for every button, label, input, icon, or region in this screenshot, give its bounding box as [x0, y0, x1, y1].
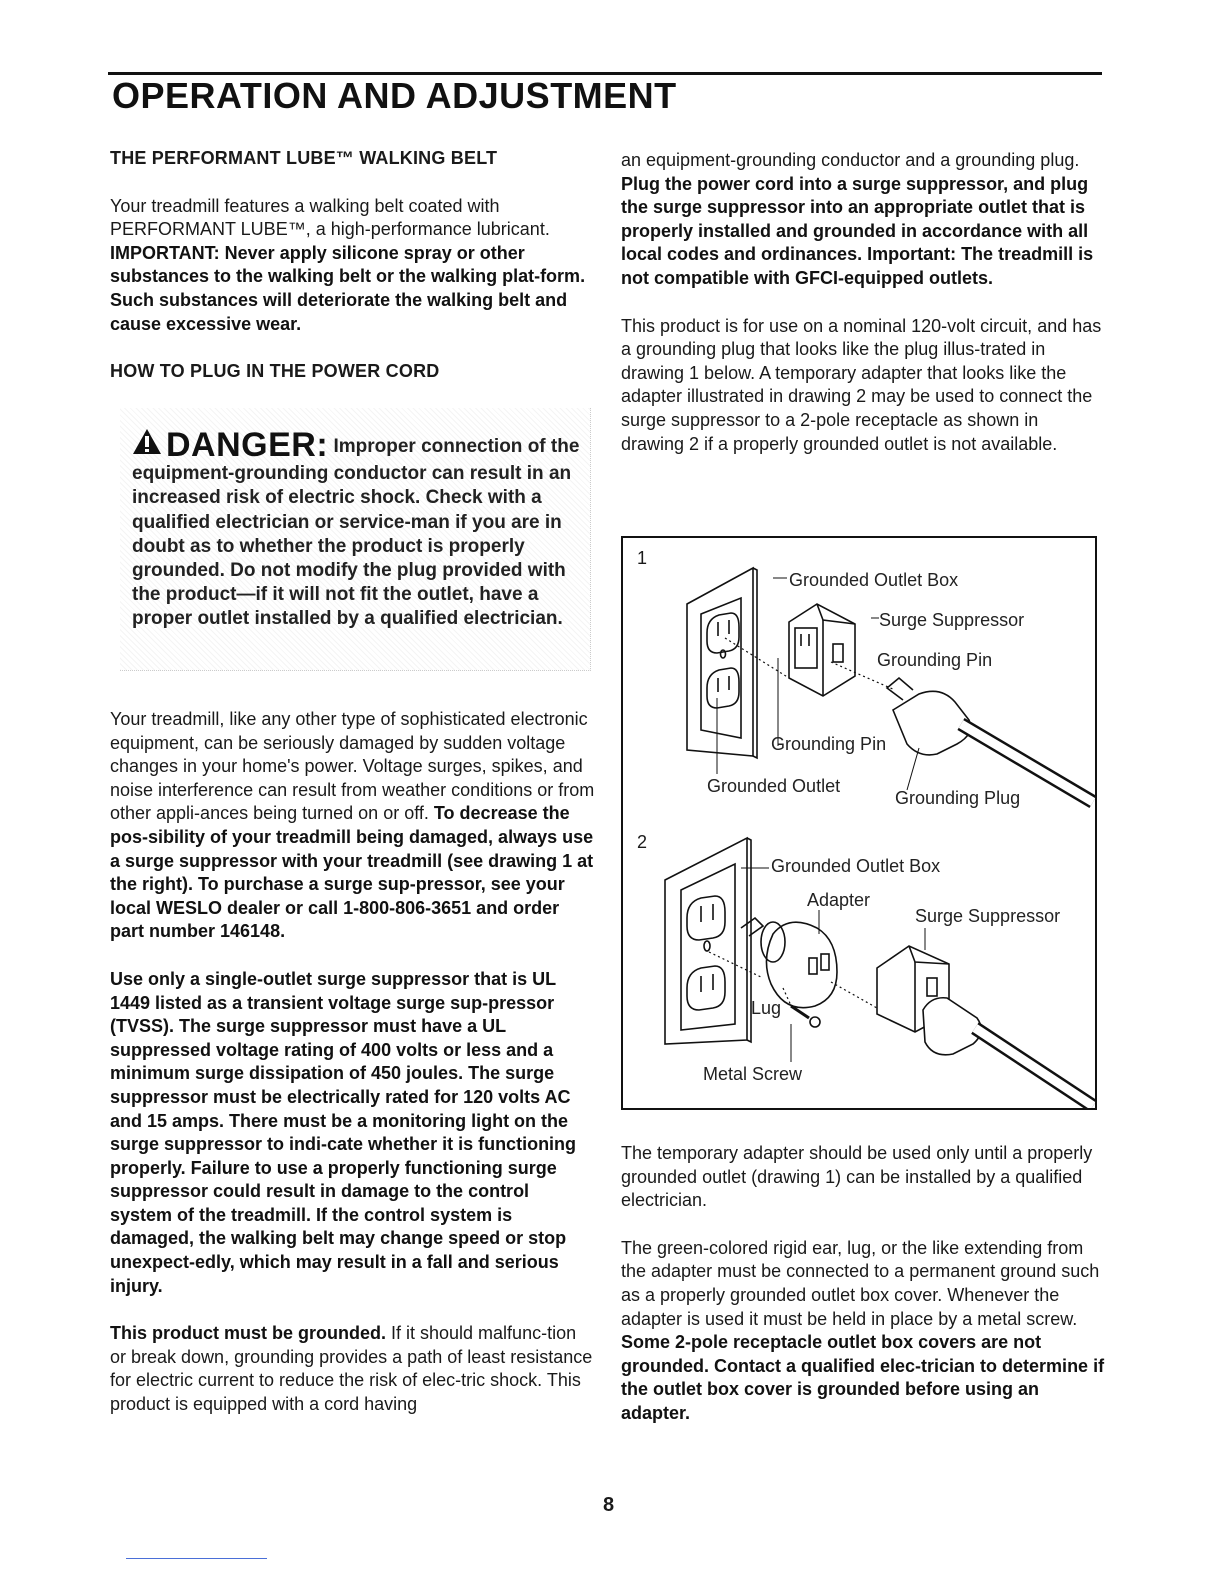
belt-heading: THE PERFORMANT LUBE™ WALKING BELT — [110, 148, 498, 168]
tvss-paragraph — [110, 968, 596, 1298]
page-title: OPERATION AND ADJUSTMENT — [112, 75, 677, 116]
surge-bold: To decrease the pos-sibility of your treadmill being damaged, always use a surge suppressor with your treadmill (see drawing 1 at the right). To purchase a surge sup-pressor, see your local WESLO dealer or call 1-800-806-3651 and order part number 146148. — [110, 803, 594, 942]
belt-paragraph — [110, 195, 596, 337]
right-column-lower — [621, 1142, 1105, 1426]
label-grounding-pin-upper: Grounding Pin — [877, 650, 993, 670]
ear-plain: The green-colored rigid ear, lug, or the like extending from the adapter must be connected to a permanent ground such as a properly grounded outlet box cover. Whenever the adapter is used it must be held in place by a metal screw. — [621, 1237, 1100, 1329]
adapter-paragraph: The temporary adapter should be used only until a properly grounded outlet (drawing 1) can be installed by a qualified electrician. — [621, 1143, 1093, 1211]
figure-2 — [621, 818, 1097, 1110]
danger-word: DANGER: — [166, 426, 329, 464]
label-grounded-outlet: Grounded Outlet — [707, 776, 841, 796]
left-column — [110, 147, 596, 384]
figure-1 — [621, 536, 1097, 822]
label-surge-suppressor: Surge Suppressor — [879, 610, 1025, 630]
danger-message — [132, 428, 580, 632]
cont-paragraph — [621, 149, 1105, 291]
left-column-lower — [110, 708, 596, 1417]
figure-1-number: 1 — [637, 548, 648, 568]
label-lug: Lug — [751, 998, 782, 1018]
surge-plain: Your treadmill, like any other type of sophisticated electronic equipment, can be seriously damaged by sudden voltage changes in your home's power. Voltage surges, spikes, and noise interference can result from weather conditions or from other appli-ances being turned on or off. — [110, 709, 595, 824]
cont-bold: Plug the power cord into a surge suppressor, and plug the surge suppressor into an appropriate outlet that is properly installed and grounded in accordance with all local codes and ordinances. Important: The treadmill is not compatible with GFCI-equipped outlets. — [621, 173, 1094, 288]
ground-plain: If it should malfunc-tion or break down, grounding provides a path of least resistance for electric current to reduce the risk of elec-tric shock. This product is equipped with a cord having — [110, 1323, 593, 1415]
label-grounded-outlet-box: Grounded Outlet Box — [789, 570, 959, 590]
label-surge-suppressor-2: Surge Suppressor — [915, 906, 1061, 926]
surge-paragraph — [110, 708, 596, 944]
label-grounding-pin-lower: Grounding Pin — [771, 734, 887, 754]
label-grounded-outlet-box-2: Grounded Outlet Box — [771, 856, 941, 876]
footer-rule — [126, 1558, 267, 1559]
cont-plain: an equipment-grounding conductor and a grounding plug. — [621, 150, 1080, 170]
ear-bold: Some 2-pole receptacle outlet box covers are not grounded. Contact a qualified elec-trician to determine if the outlet box cover is grounded before using an adapter. — [621, 1332, 1105, 1423]
label-metal-screw: Metal Screw — [703, 1064, 803, 1084]
right-column — [621, 149, 1105, 456]
page-number: 8 — [603, 1494, 615, 1516]
plug-heading: HOW TO PLUG IN THE POWER CORD — [110, 361, 440, 382]
ground-bold: This product must be grounded. — [110, 1323, 386, 1344]
ground-paragraph — [110, 1322, 596, 1416]
label-grounding-plug: Grounding Plug — [895, 788, 1021, 808]
danger-box — [120, 408, 591, 671]
label-adapter: Adapter — [807, 890, 871, 910]
circuit-paragraph: This product is for use on a nominal 120-volt circuit, and has a grounding plug that looks like the plug illus-trated in drawing 1 below. A temporary adapter that looks like the adapter illustrated in drawing 2 may be used to connect the surge suppressor to a 2-pole receptacle as shown in drawing 2 if a properly grounded outlet is not available. — [621, 315, 1102, 454]
ear-paragraph — [621, 1237, 1105, 1426]
belt-important: IMPORTANT: Never apply silicone spray or other substances to the walking belt or the walking plat-form. Such substances will deteriorate the walking belt and cause excessive wear. — [110, 242, 586, 334]
tvss-bold: Use only a single-outlet surge suppressor that is UL 1449 listed as a transient voltage surge sup-pressor (TVSS). The surge suppressor must have a UL suppressed voltage rating of 400 volts or less and a minimum surge dissipation of 450 joules. The surge suppressor must be electrically rated for 120 volts AC and 15 amps. There must be a monitoring light on the surge suppressor to indi-cate whether it is functioning properly. Failure to use a properly functioning surge suppressor could result in damage to the control system of the treadmill. If the control system is damaged, the walking belt may change speed or stop unexpect-edly, which may result in a fall and serious injury. — [110, 968, 577, 1296]
danger-text: Improper connection of the equipment-grounding conductor can result in an increased risk of electric shock. Check with a qualified electrician or service-man if you are in doubt as to whether the product is properly grounded. Do not modify the plug provided with the product—if it will not fit the outlet, have a proper outlet installed by a qualified electrician. — [132, 436, 580, 630]
figure-2-number: 2 — [637, 832, 648, 852]
warning-icon — [132, 428, 162, 462]
belt-plain: Your treadmill features a walking belt coated with PERFORMANT LUBE™, a high-performance lubricant. — [110, 195, 550, 240]
